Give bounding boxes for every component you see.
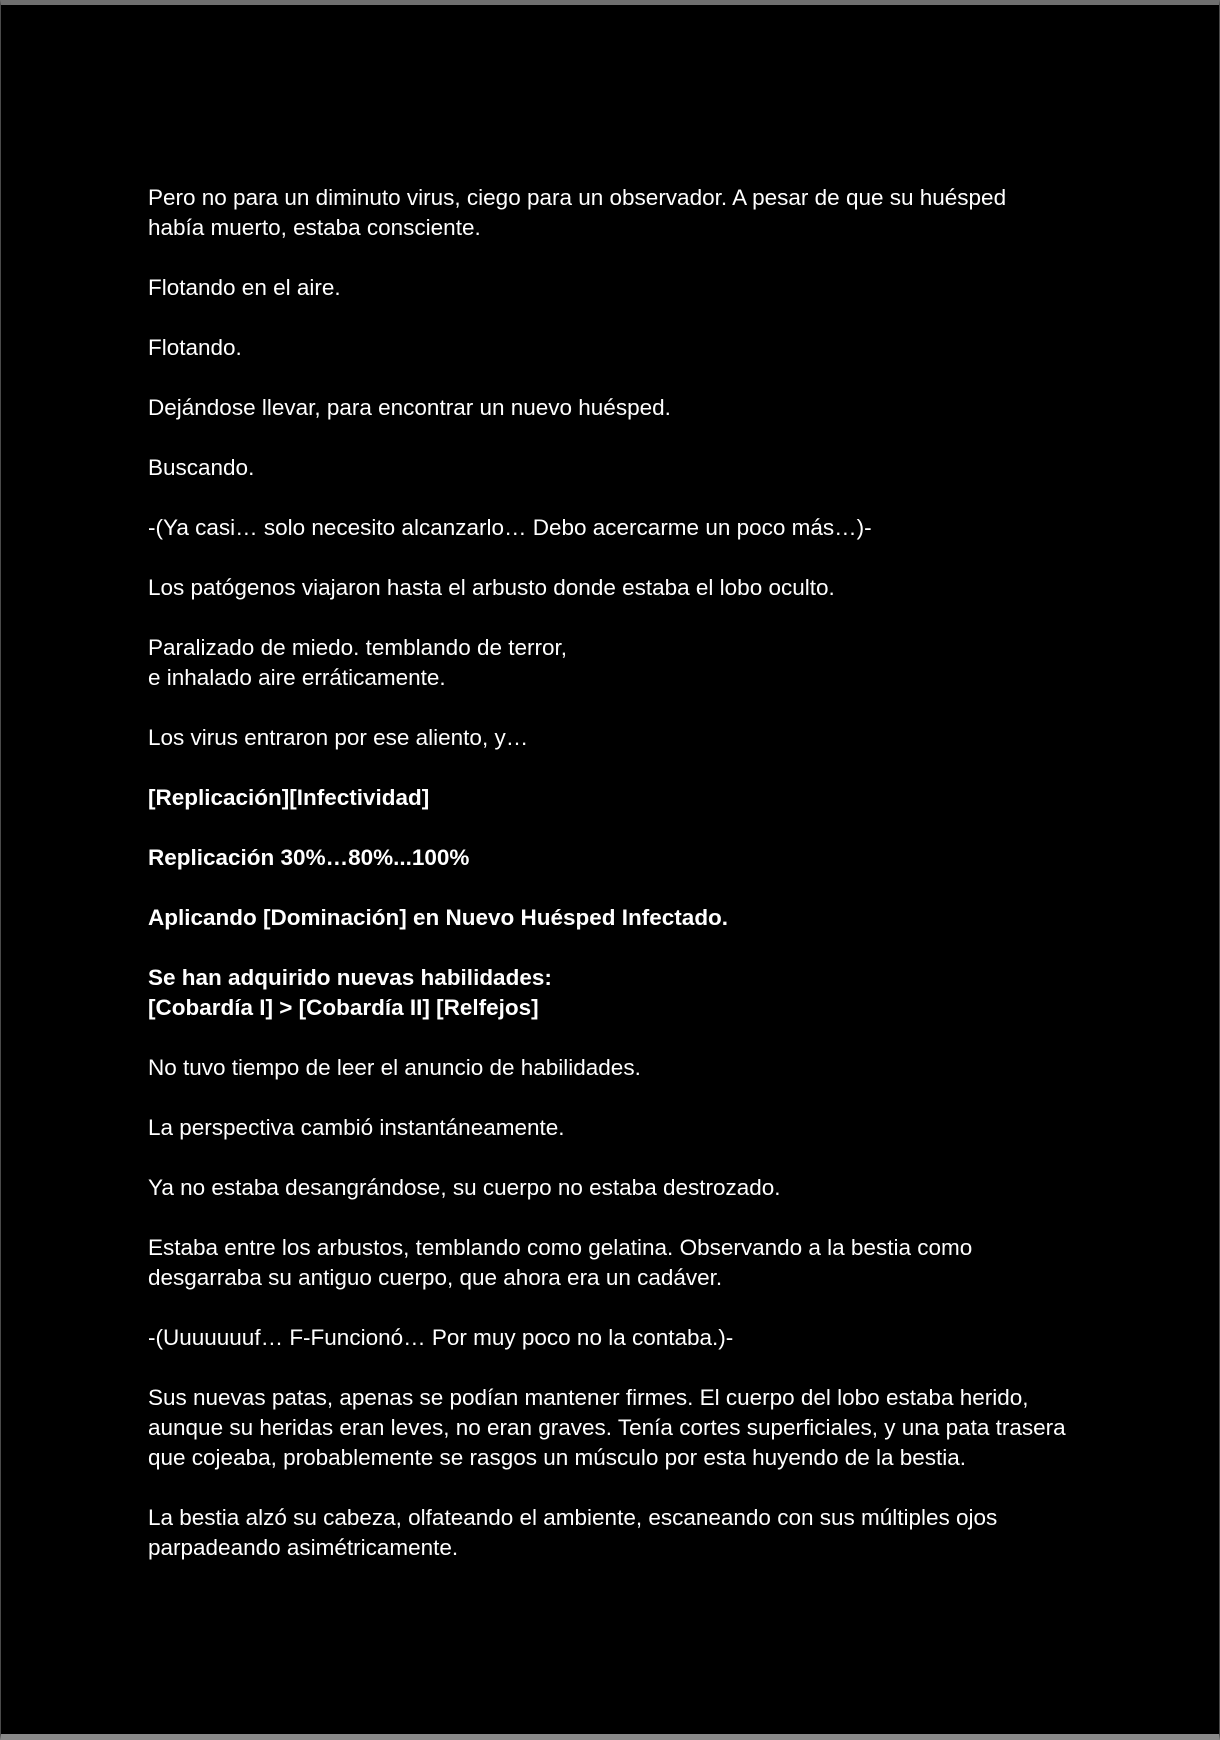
dialogue-paragraph: -(Ya casi… solo necesito alcanzarlo… Debo acercarme un poco más…)- <box>148 515 872 540</box>
paragraph: No tuvo tiempo de leer el anuncio de habilidades. <box>148 1055 641 1080</box>
paragraph: La bestia alzó su cabeza, olfateando el ambiente, escaneando con sus múltiples ojos parpadeando asimétricamente. <box>148 1505 998 1560</box>
paragraph: Pero no para un diminuto virus, ciego para un observador. A pesar de que su huésped había muerto, estaba consciente. <box>148 185 1007 240</box>
paragraph: Dejándose llevar, para encontrar un nuevo huésped. <box>148 395 671 420</box>
system-message: Aplicando [Dominación] en Nuevo Huésped Infectado. <box>148 905 729 930</box>
paragraph: Estaba entre los arbustos, temblando como gelatina. Observando a la bestia como desgarraba su antiguo cuerpo, que ahora era un cadáver. <box>148 1235 973 1290</box>
system-message: Se han adquirido nuevas habilidades: [Cobardía I] > [Cobardía II] [Relfejos] <box>148 965 552 1020</box>
paragraph: Flotando. <box>148 335 242 360</box>
paragraph: Buscando. <box>148 455 255 480</box>
paragraph: Los virus entraron por ese aliento, y… <box>148 725 529 750</box>
system-message: [Replicación][Infectividad] <box>148 785 430 810</box>
paragraph: Los patógenos viajaron hasta el arbusto donde estaba el lobo oculto. <box>148 575 835 600</box>
paragraph: Paralizado de miedo. temblando de terror, e inhalado aire erráticamente. <box>148 635 567 690</box>
paragraph: Ya no estaba desangrándose, su cuerpo no estaba destrozado. <box>148 1175 781 1200</box>
document-body <box>148 183 1088 1593</box>
system-message: Replicación 30%…80%...100% <box>148 845 470 870</box>
paragraph: Flotando en el aire. <box>148 275 341 300</box>
paragraph: La perspectiva cambió instantáneamente. <box>148 1115 565 1140</box>
dialogue-paragraph: -(Uuuuuuuf… F-Funcionó… Por muy poco no la contaba.)- <box>148 1325 734 1350</box>
paragraph: Sus nuevas patas, apenas se podían mantener firmes. El cuerpo del lobo estaba herido, aunque su heridas eran leves, no eran graves. Tenía cortes superficiales, y una pata trasera que cojeaba, probablemente se rasgos un músculo por esta huyendo de la bestia. <box>148 1385 1066 1470</box>
